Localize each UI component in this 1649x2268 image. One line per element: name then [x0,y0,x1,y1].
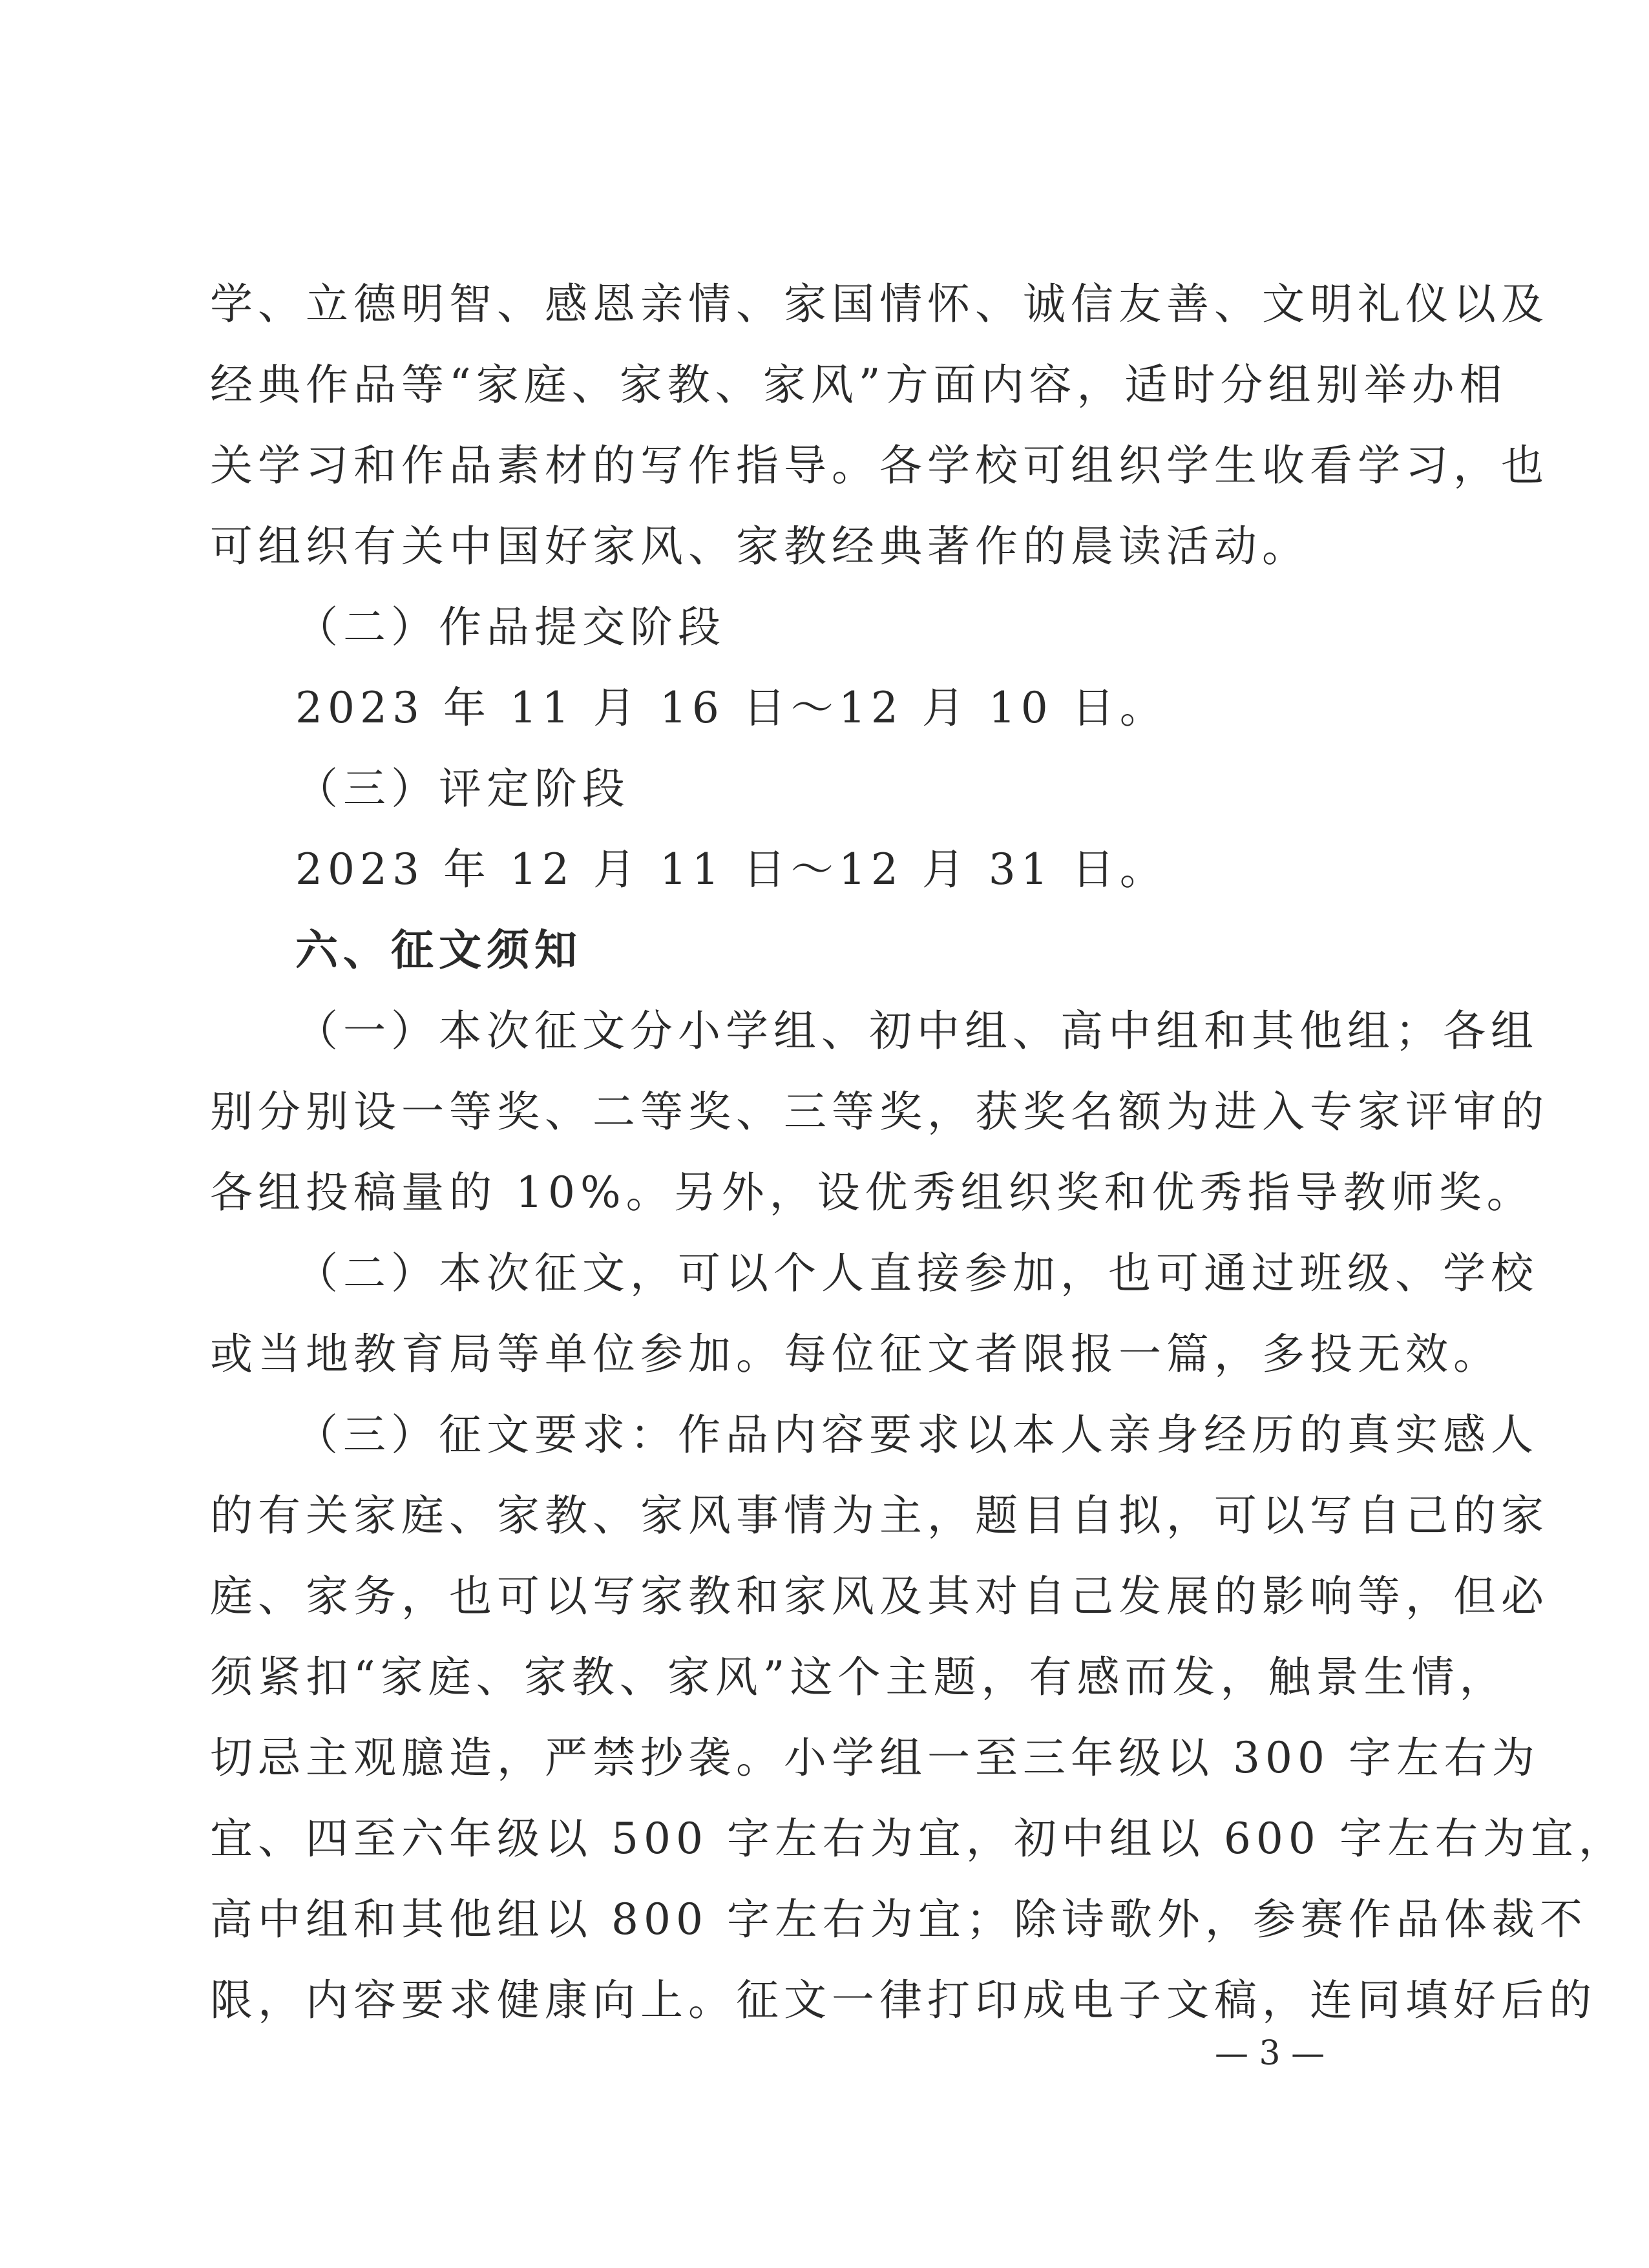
text-line: （二）本次征文，可以个人直接参加，也可通过班级、学校 [295,1248,1539,1298]
text-line: 或当地教育局等单位参加。每位征文者限报一篇，多投无效。 [210,1329,1501,1379]
date-range-line: 2023 年 11 月 16 日～12 月 10 日。 [295,683,1168,733]
text-line: 限，内容要求健康向上。征文一律打印成电子文稿，连同填好后的 [210,1975,1597,2025]
document-body [210,264,1626,2041]
text-line: 切忌主观臆造，严禁抄袭。小学组一至三年级以 300 字左右为 [210,1733,1540,1783]
text-line: 须紧扣“家庭、家教、家风”这个主题，有感而发，触景生情， [210,1652,1507,1702]
text-line: 学、立德明智、感恩亲情、家国情怀、诚信友善、文明礼仪以及 [210,279,1549,329]
text-line: 别分别设一等奖、二等奖、三等奖，获奖名额为进入专家评审的 [210,1087,1549,1137]
page-number: — 3 — [1215,2034,1325,2073]
text-line: 的有关家庭、家教、家风事情为主，题目自拟，可以写自己的家 [210,1491,1549,1540]
text-line: 宜、四至六年级以 500 字左右为宜，初中组以 600 字左右为宜， [210,1814,1626,1864]
section-heading: （二）作品提交阶段 [295,602,726,652]
text-line: （一）本次征文分小学组、初中组、高中组和其他组；各组 [295,1006,1539,1056]
text-line: 可组织有关中国好家风、家教经典著作的晨读活动。 [210,521,1310,571]
text-line: 经典作品等“家庭、家教、家风”方面内容，适时分组别举办相 [210,360,1507,410]
text-line: 高中组和其他组以 800 字左右为宜；除诗歌外，参赛作品体裁不 [210,1895,1588,1944]
section-heading: （三）评定阶段 [295,764,630,814]
text-line: 庭、家务，也可以写家教和家风及其对自己发展的影响等，但必 [210,1571,1549,1621]
date-range-line: 2023 年 12 月 11 日～12 月 31 日。 [295,845,1168,894]
text-line: （三）征文要求：作品内容要求以本人亲身经历的真实感人 [295,1410,1539,1460]
text-line: 关学习和作品素材的写作指导。各学校可组织学生收看学习，也 [210,441,1549,490]
chapter-heading: 六、征文须知 [295,925,582,975]
text-line: 各组投稿量的 10%。另外，设优秀组织奖和优秀指导教师奖。 [210,1168,1535,1217]
